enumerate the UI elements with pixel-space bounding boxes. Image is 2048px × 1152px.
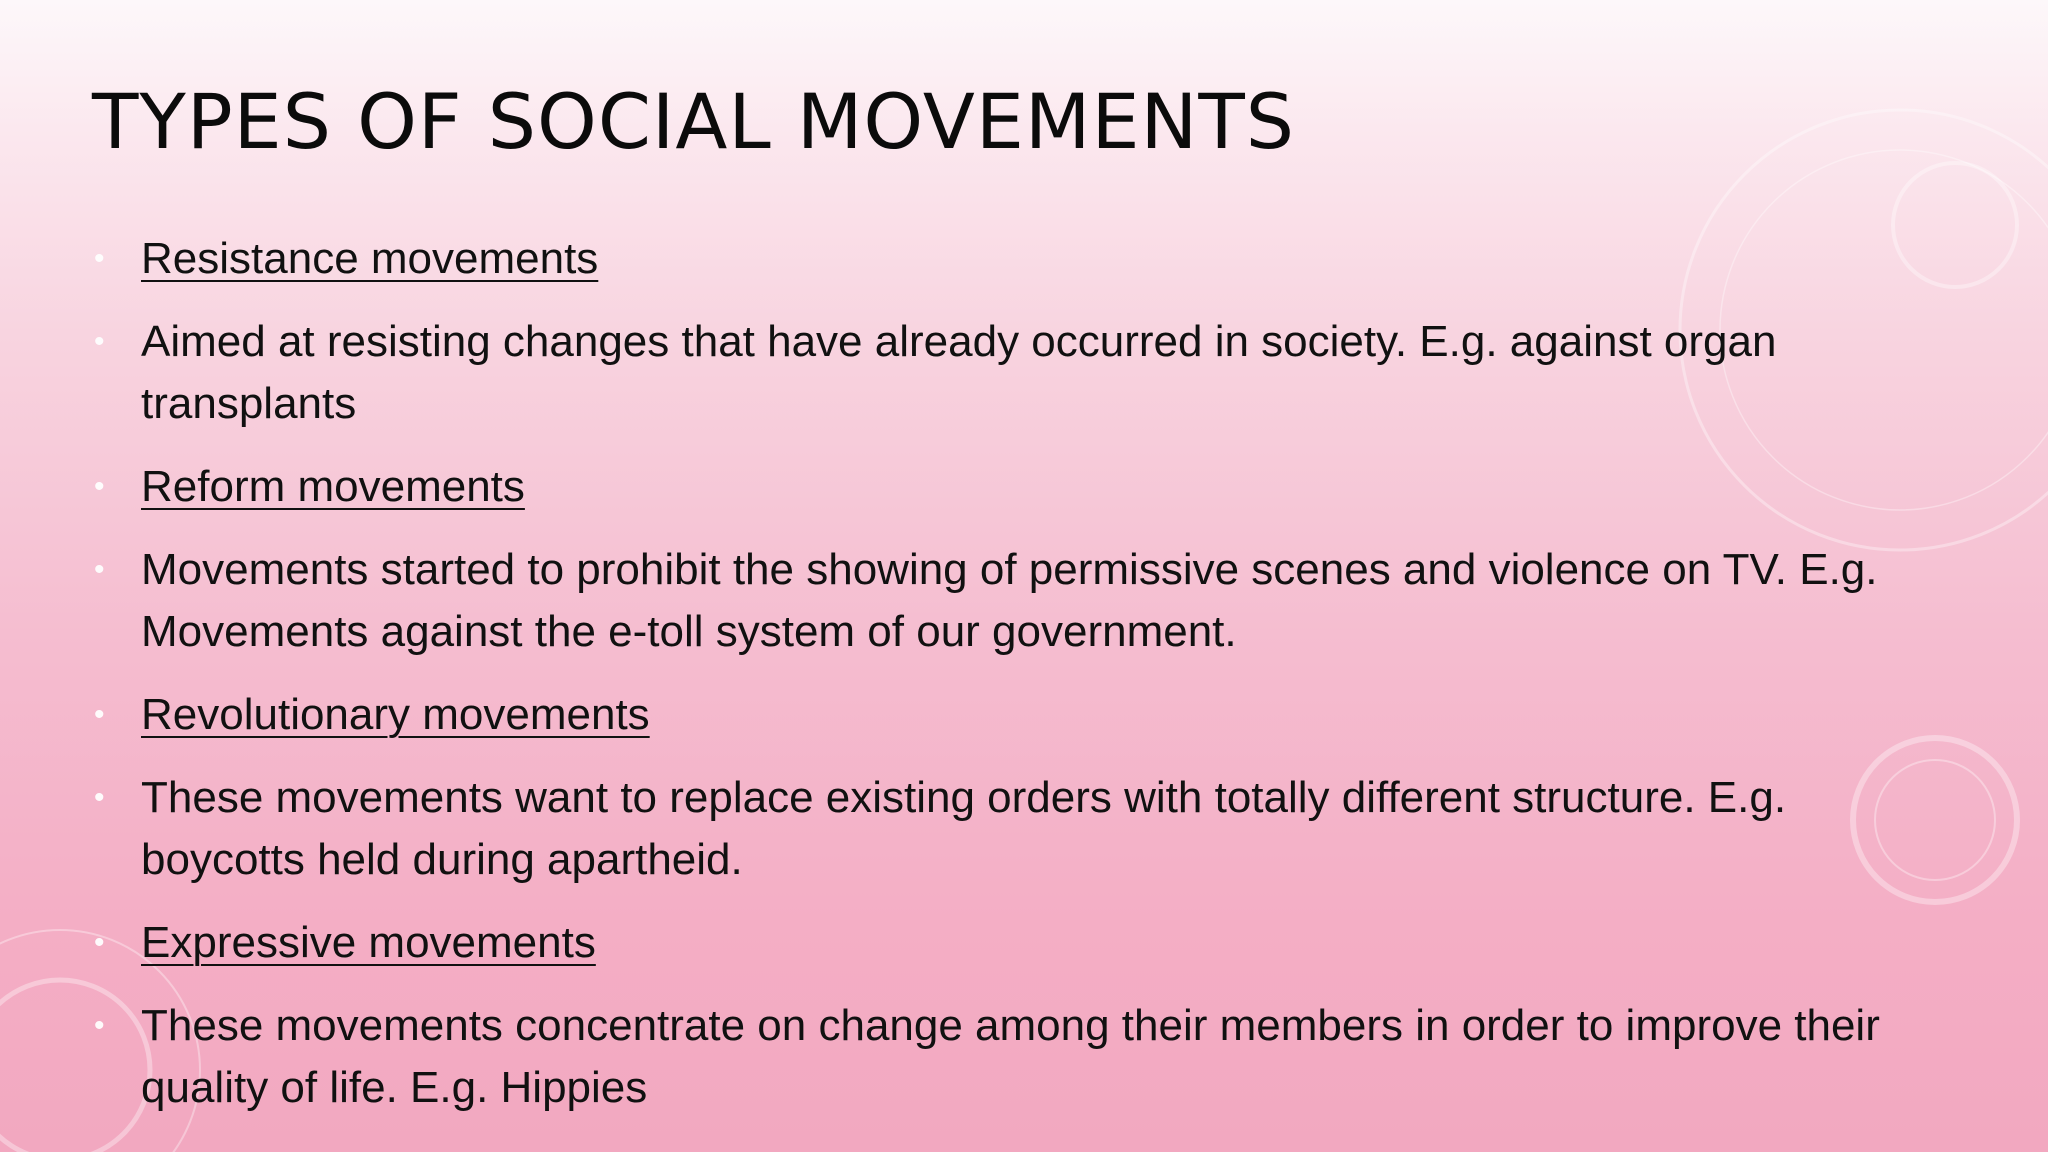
bullet-marker: • (94, 242, 105, 275)
bullet-item (94, 311, 1941, 435)
bullet-marker: • (94, 470, 105, 503)
bullet-marker: • (94, 781, 105, 814)
bullet-text: Movements started to prohibit the showing of permissive scenes and violence on TV. E.g. Movements against the e-toll system of our government. (141, 545, 1878, 656)
bullet-heading-reform: Reform movements (141, 462, 525, 511)
bullet-item (94, 228, 1941, 290)
bullet-marker: • (94, 1009, 105, 1042)
bullet-item (94, 456, 1941, 518)
bullet-marker: • (94, 698, 105, 731)
bullet-item (94, 995, 1941, 1119)
bullet-item (94, 539, 1941, 663)
bullet-item (94, 912, 1941, 974)
bullet-item (94, 684, 1941, 746)
bullet-text: These movements concentrate on change among their members in order to improve their quality of life. E.g. Hippies (141, 1001, 1880, 1112)
bullet-text: Aimed at resisting changes that have already occurred in society. E.g. against organ transplants (141, 317, 1777, 428)
bullet-heading-expressive: Expressive movements (141, 918, 596, 967)
bullet-heading-resistance: Resistance movements (141, 234, 599, 283)
bullet-text: These movements want to replace existing orders with totally different structure. E.g. boycotts held during apartheid. (141, 773, 1787, 884)
bullet-marker: • (94, 553, 105, 586)
bullet-marker: • (94, 926, 105, 959)
slide-title: TYPES OF SOCIAL MOVEMENTS (92, 77, 1295, 166)
bullet-heading-revolutionary: Revolutionary movements (141, 690, 650, 739)
bullet-marker: • (94, 325, 105, 358)
deco-circle (0, 980, 150, 1152)
bullet-item (94, 767, 1941, 891)
bullet-list (94, 228, 1941, 1140)
